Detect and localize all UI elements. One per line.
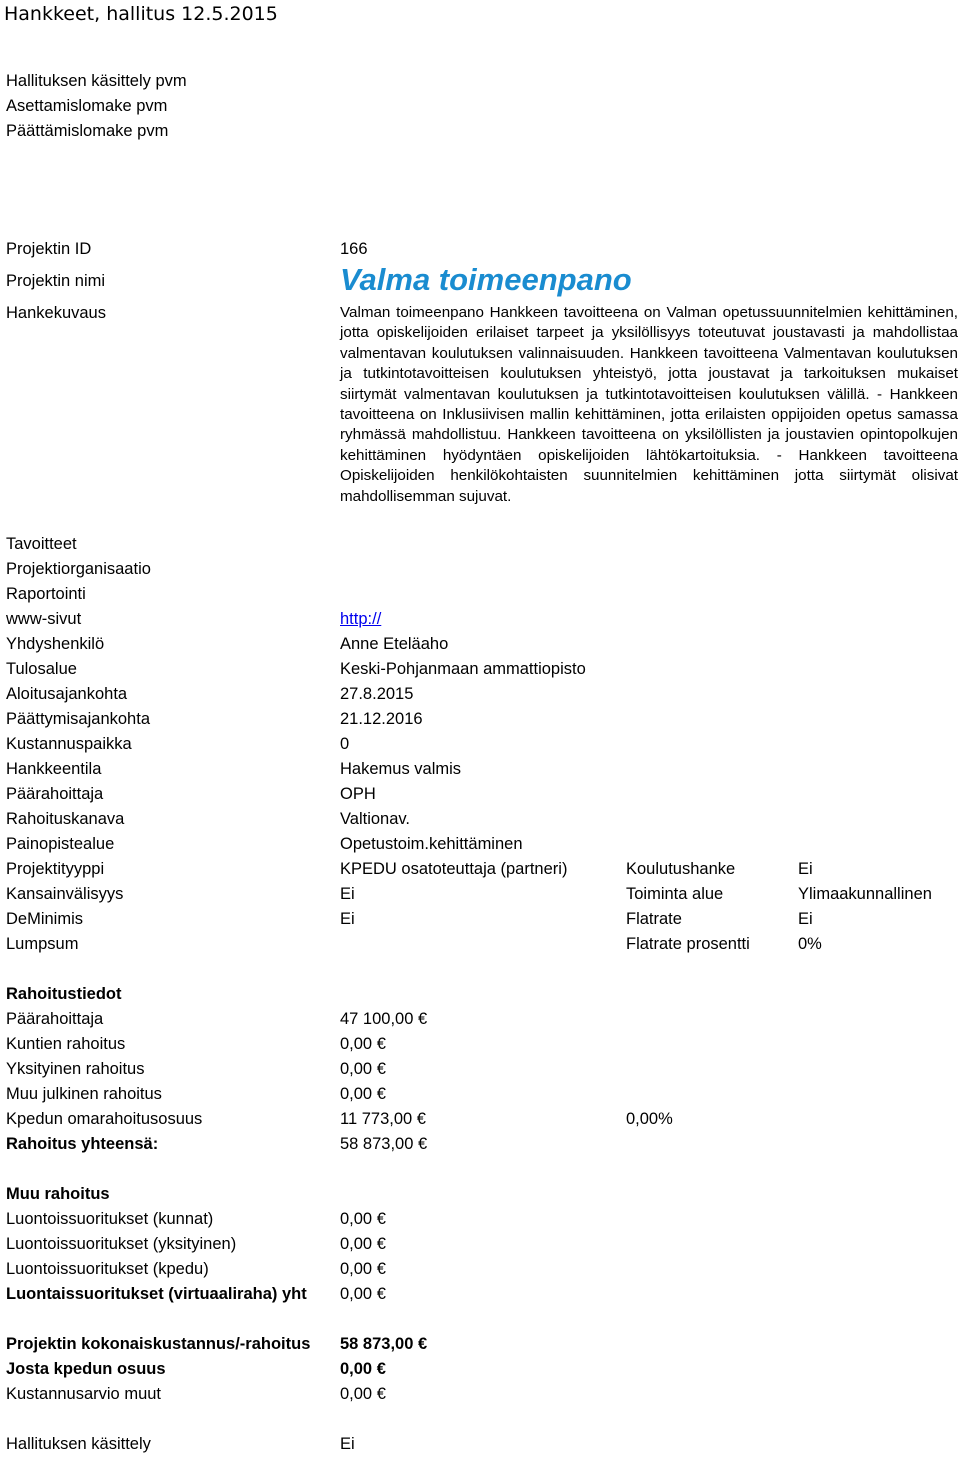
label-flatrate-prosentti: Flatrate prosentti [626, 935, 750, 953]
paarahoittaja-value: OPH [340, 785, 376, 803]
funding-label: Yksityinen rahoitus [6, 1060, 145, 1078]
funding-value: 0,00 € [340, 1060, 386, 1078]
label-paarahoittaja: Päärahoittaja [6, 785, 104, 803]
label-www: www-sivut [6, 610, 82, 628]
deminimis-value: Ei [340, 910, 355, 928]
other-label: Luontoissuoritukset (yksityinen) [6, 1235, 237, 1253]
funding-label: Muu julkinen rahoitus [6, 1085, 162, 1103]
other-value: 0,00 € [340, 1235, 386, 1253]
kansainvalisyys-value: Ei [340, 885, 355, 903]
project-description: Valman toimeenpano Hankkeen tavoitteena on Valman opetussuunnitelmien kehittäminen, jotta opiskelijoiden erilaiset tarpeet ja yksilöllisyys toteutuvat joustavasti ja mahdollistaa valmentavan koulutuksen valinnaisuuden. Hankkeen tavoitteena Valmentavan koulutuksen ja tutkintotavoitteisen koulutuksen yhteistyö, jotta joustavat ja tarkoituksen mukaiset siirtymät valmentavan koulutuksen ja tutkintotavoitteisen koulutuksen välillä. - Hankkeen tavoitteena on Inklusiivisen mallin kehittäminen, jotta erilaisten oppijoiden opetus samassa ryhmässä mahdollistuu. Hankkeen tavoitteena on yksilöllisten ja joustavien opintopolkujen kehittäminen hyödyntäen opiskelijoiden lähtökartoituksia. - Hankkeen tavoitteena Opiskelijoiden henkilökohtaisten suunnitelmien kehittäminen jotta siirtymät olisivat mahdollisemman sujuvat. [340, 304, 958, 505]
contact-person: Anne Eteläaho [340, 635, 449, 653]
kpedu-share-label: Josta kpedun osuus [6, 1360, 166, 1378]
funding-label: Kuntien rahoitus [6, 1035, 126, 1053]
tulosalue-value: Keski-Pohjanmaan ammattiopisto [340, 660, 586, 678]
label-kansainvalisyys: Kansainvälisyys [6, 885, 124, 903]
kustannuspaikka-value: 0 [340, 735, 350, 753]
www-link[interactable]: http:// [340, 610, 382, 628]
label-painopistealue: Painopistealue [6, 835, 115, 853]
page-header: Hankkeet, hallitus 12.5.2015 [4, 3, 278, 25]
label-start: Aloitusajankohta [6, 685, 128, 703]
other-value: 0,00 € [340, 1210, 386, 1228]
funding-total-value: 58 873,00 € [340, 1135, 428, 1153]
label-project-name: Projektin nimi [6, 272, 106, 290]
label-tavoitteet: Tavoitteet [6, 535, 77, 553]
label-paattamis-pvm: Päättämislomake pvm [6, 122, 169, 140]
label-tulosalue: Tulosalue [6, 660, 77, 678]
funding-label: Kpedun omarahoitusosuus [6, 1110, 203, 1128]
funding-label: Päärahoittaja [6, 1010, 104, 1028]
other-value: 0,00 € [340, 1260, 386, 1278]
funding-total-label: Rahoitus yhteensä: [6, 1135, 159, 1153]
other-label: Luontoissuoritukset (kunnat) [6, 1210, 214, 1228]
flatrate-prosentti-value: 0% [798, 935, 822, 953]
funding-value: 0,00 € [340, 1085, 386, 1103]
project-title: Valma toimeenpano [340, 262, 632, 297]
label-flatrate: Flatrate [626, 910, 682, 928]
end-date: 21.12.2016 [340, 710, 423, 728]
toiminta-alue-value: Ylimaakunnallinen [798, 885, 932, 903]
funding-percent: 0,00% [626, 1110, 673, 1128]
total-cost-value: 58 873,00 € [340, 1335, 428, 1353]
flatrate-value: Ei [798, 910, 813, 928]
label-asettamis-pvm: Asettamislomake pvm [6, 97, 168, 115]
funding-value: 0,00 € [340, 1035, 386, 1053]
label-projektiorganisaatio: Projektiorganisaatio [6, 560, 151, 578]
label-hankkeentila: Hankkeentila [6, 760, 102, 778]
label-description: Hankekuvaus [6, 304, 106, 322]
kpedu-share-value: 0,00 € [340, 1360, 386, 1378]
start-date: 27.8.2015 [340, 685, 414, 703]
label-deminimis: DeMinimis [6, 910, 84, 928]
other-label: Luontoissuoritukset (kpedu) [6, 1260, 209, 1278]
label-lumpsum: Lumpsum [6, 935, 79, 953]
funding-value: 11 773,00 € [340, 1110, 426, 1128]
section-muu-rahoitus: Muu rahoitus [6, 1185, 110, 1203]
funding-value: 47 100,00 € [340, 1010, 428, 1028]
label-kustannuspaikka: Kustannuspaikka [6, 735, 132, 753]
hallitus-kasittely-value: Ei [340, 1435, 355, 1453]
label-hallitus-kasittely: Hallituksen käsittely [6, 1435, 151, 1453]
label-toiminta-alue: Toiminta alue [626, 885, 724, 903]
projektityyppi-value: KPEDU osatoteuttaja (partneri) [340, 860, 568, 878]
other-total-value: 0,00 € [340, 1285, 386, 1303]
label-end: Päättymisajankohta [6, 710, 150, 728]
other-total-label: Luontaissuoritukset (virtuaaliraha) yht [6, 1285, 307, 1303]
label-projektityyppi: Projektityyppi [6, 860, 105, 878]
cost-estimate-value: 0,00 € [340, 1385, 386, 1403]
label-contact: Yhdyshenkilö [6, 635, 105, 653]
koulutushanke-value: Ei [798, 860, 813, 878]
label-koulutushanke: Koulutushanke [626, 860, 736, 878]
label-rahoituskanava: Rahoituskanava [6, 810, 125, 828]
label-hallitus-pvm: Hallituksen käsittely pvm [6, 72, 187, 90]
hankkeentila-value: Hakemus valmis [340, 760, 462, 778]
painopistealue-value: Opetustoim.kehittäminen [340, 835, 523, 853]
label-raportointi: Raportointi [6, 585, 86, 603]
rahoituskanava-value: Valtionav. [340, 810, 411, 828]
project-id: 166 [340, 240, 368, 258]
label-project-id: Projektin ID [6, 240, 92, 258]
cost-estimate-label: Kustannusarvio muut [6, 1385, 162, 1403]
section-rahoitustiedot: Rahoitustiedot [6, 985, 122, 1003]
total-cost-label: Projektin kokonaiskustannus/-rahoitus [6, 1335, 311, 1353]
